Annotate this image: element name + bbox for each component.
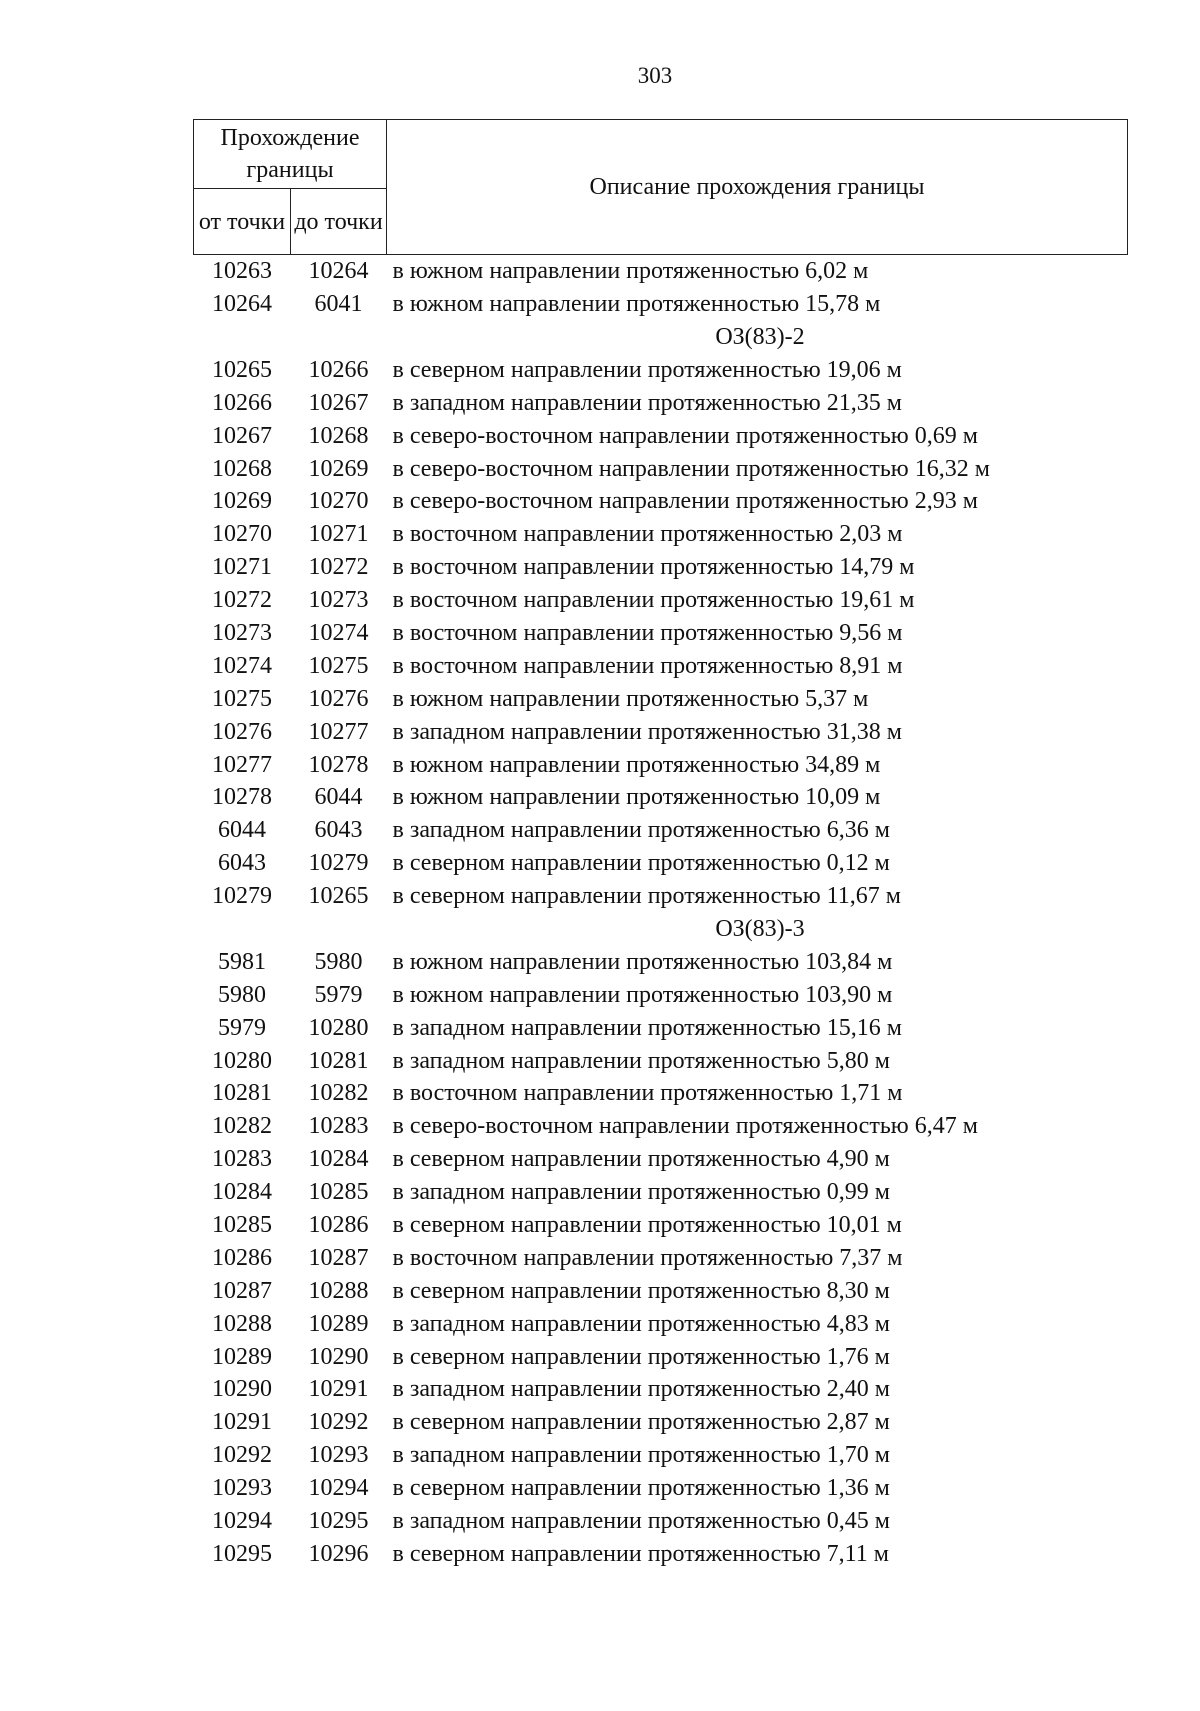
from-point-cell: 10290: [212, 1376, 272, 1403]
page-number: 303: [637, 63, 673, 88]
to-point-cell: 6041: [314, 291, 363, 318]
table-row: [194, 1439, 1128, 1472]
table-row: [194, 1472, 1128, 1505]
table-row: [194, 387, 1128, 420]
description-cell: в северо-восточном направлении протяженностью 6,47 м: [392, 1113, 978, 1140]
to-point-cell: 10273: [308, 587, 369, 614]
header-description: Описание прохождения границы: [387, 120, 1128, 255]
to-point-cell: 10268: [308, 422, 369, 449]
description-cell: в восточном направлении протяженностью 9,56 м: [392, 619, 903, 646]
description-cell: в западном направлении протяженностью 0,45 м: [392, 1508, 890, 1535]
to-point-cell: 10280: [308, 1014, 369, 1041]
to-point-cell: 10282: [308, 1080, 369, 1107]
from-point-cell: 6044: [218, 817, 266, 844]
header-from-point: от точки: [194, 189, 291, 255]
to-point-cell: 5980: [314, 948, 363, 975]
to-point-cell: 10264: [308, 258, 369, 285]
to-point-cell: 5979: [314, 981, 363, 1008]
description-cell: в западном направлении протяженностью 15,16 м: [392, 1014, 902, 1041]
table-row: [194, 1209, 1128, 1242]
table-row: [194, 288, 1128, 321]
to-point-cell: 6043: [314, 817, 363, 844]
description-cell: в западном направлении протяженностью 6,36 м: [392, 817, 890, 844]
description-cell: в северном направлении протяженностью 0,12 м: [392, 850, 890, 877]
table-row: [194, 354, 1128, 387]
from-point-cell: 10270: [212, 521, 272, 548]
table-row: [194, 1275, 1128, 1308]
from-point-cell: 10264: [212, 291, 272, 318]
to-point-cell: 10283: [308, 1113, 369, 1140]
table-row: [194, 1077, 1128, 1110]
from-point-cell: 10283: [212, 1146, 272, 1173]
to-point-cell: 10290: [308, 1343, 369, 1370]
description-cell: в западном направлении протяженностью 4,83 м: [392, 1310, 890, 1337]
from-point-cell: 10269: [212, 488, 272, 515]
to-point-cell: 10272: [308, 554, 369, 581]
description-cell: в северном направлении протяженностью 8,30 м: [392, 1277, 890, 1304]
table-row: [194, 584, 1128, 617]
from-point-cell: 10291: [212, 1409, 272, 1436]
to-point-cell: 10293: [308, 1442, 369, 1469]
section-title: ОЗ(83)-2: [715, 323, 805, 350]
table-row: [194, 748, 1128, 781]
description-cell: в северо-восточном направлении протяженностью 2,93 м: [392, 488, 978, 515]
from-point-cell: 10282: [212, 1113, 272, 1140]
table-row: [194, 1110, 1128, 1143]
table-row: [194, 946, 1128, 979]
to-point-cell: 10270: [308, 488, 369, 515]
from-point-cell: 10286: [212, 1244, 272, 1271]
to-point-cell: 10288: [308, 1277, 369, 1304]
description-cell: в западном направлении протяженностью 2,40 м: [392, 1376, 890, 1403]
table-row: [194, 1242, 1128, 1275]
table-row: [194, 1176, 1128, 1209]
to-point-cell: 6044: [314, 784, 363, 811]
from-point-cell: 6043: [218, 850, 266, 877]
to-point-cell: 10266: [308, 356, 369, 383]
empty-cell: [194, 913, 291, 946]
from-point-cell: 10263: [212, 258, 272, 285]
from-point-cell: 10272: [212, 587, 272, 614]
description-cell: в восточном направлении протяженностью 1,71 м: [392, 1080, 903, 1107]
table-row: [194, 518, 1128, 551]
from-point-cell: 10280: [212, 1047, 272, 1074]
from-point-cell: 10266: [212, 389, 272, 416]
description-cell: в северном направлении протяженностью 10,01 м: [392, 1212, 902, 1239]
to-point-cell: 10286: [308, 1212, 369, 1239]
to-point-cell: 10296: [308, 1540, 369, 1567]
table-row: [194, 1044, 1128, 1077]
description-cell: в северо-восточном направлении протяженностью 0,69 м: [392, 422, 978, 449]
table-row: [194, 551, 1128, 584]
from-point-cell: 10279: [212, 883, 272, 910]
table-row: [194, 1406, 1128, 1439]
to-point-cell: 10277: [308, 718, 369, 745]
from-point-cell: 10267: [212, 422, 272, 449]
to-point-cell: 10285: [308, 1179, 369, 1206]
table-header: [194, 120, 1128, 255]
from-point-cell: 10292: [212, 1442, 272, 1469]
table-row: [194, 452, 1128, 485]
from-point-cell: 5981: [218, 948, 266, 975]
description-cell: в северном направлении протяженностью 4,90 м: [392, 1146, 890, 1173]
table-row: [194, 1505, 1128, 1538]
description-cell: в восточном направлении протяженностью 8,91 м: [392, 652, 903, 679]
table-row: [194, 1373, 1128, 1406]
to-point-cell: 10265: [308, 883, 369, 910]
description-cell: в восточном направлении протяженностью 14,79 м: [392, 554, 915, 581]
description-cell: в западном направлении протяженностью 31,38 м: [392, 718, 902, 745]
to-point-cell: 10275: [308, 652, 369, 679]
from-point-cell: 10281: [212, 1080, 272, 1107]
table-row: [194, 715, 1128, 748]
table-row: [194, 485, 1128, 518]
header-to-point: до точки: [291, 189, 387, 255]
to-point-cell: 10267: [308, 389, 369, 416]
description-cell: в северном направлении протяженностью 1,76 м: [392, 1343, 890, 1370]
from-point-cell: 5979: [218, 1014, 266, 1041]
from-point-cell: 10289: [212, 1343, 272, 1370]
empty-cell: [291, 321, 387, 354]
boundary-table: [193, 119, 1128, 1571]
description-cell: в восточном направлении протяженностью 7,37 м: [392, 1244, 903, 1271]
table-row: [194, 1538, 1128, 1571]
to-point-cell: 10289: [308, 1310, 369, 1337]
to-point-cell: 10292: [308, 1409, 369, 1436]
table-row: [194, 419, 1128, 452]
description-cell: в северном направлении протяженностью 1,36 м: [392, 1475, 890, 1502]
to-point-cell: 10281: [308, 1047, 369, 1074]
description-cell: в южном направлении протяженностью 6,02 м: [392, 258, 869, 285]
table-row: [194, 814, 1128, 847]
description-cell: в северном направлении протяженностью 19,06 м: [392, 356, 902, 383]
description-cell: в южном направлении протяженностью 15,78 м: [392, 291, 881, 318]
description-cell: в восточном направлении протяженностью 2,03 м: [392, 521, 903, 548]
from-point-cell: 10276: [212, 718, 272, 745]
empty-cell: [291, 913, 387, 946]
table-row: [194, 617, 1128, 650]
to-point-cell: 10278: [308, 751, 369, 778]
table-row: [194, 1011, 1128, 1044]
section-row: [194, 913, 1128, 946]
table-row: [194, 979, 1128, 1012]
to-point-cell: 10294: [308, 1475, 369, 1502]
table-row: [194, 880, 1128, 913]
table-row: [194, 847, 1128, 880]
from-point-cell: 10288: [212, 1310, 272, 1337]
description-cell: в северо-восточном направлении протяженностью 16,32 м: [392, 455, 990, 482]
section-row: [194, 321, 1128, 354]
from-point-cell: 10274: [212, 652, 272, 679]
table-row: [194, 683, 1128, 716]
table-row: [194, 650, 1128, 683]
table-row: [194, 1143, 1128, 1176]
description-cell: в южном направлении протяженностью 10,09 м: [392, 784, 881, 811]
from-point-cell: 10268: [212, 455, 272, 482]
description-cell: в южном направлении протяженностью 34,89 м: [392, 751, 881, 778]
header-passage: Прохождение границы: [194, 120, 387, 189]
to-point-cell: 10276: [308, 685, 369, 712]
to-point-cell: 10274: [308, 619, 369, 646]
table-row: [194, 1340, 1128, 1373]
from-point-cell: 10295: [212, 1540, 272, 1567]
description-cell: в южном направлении протяженностью 103,90 м: [392, 981, 893, 1008]
description-cell: в северном направлении протяженностью 11,67 м: [392, 883, 901, 910]
to-point-cell: 10287: [308, 1244, 369, 1271]
to-point-cell: 10269: [308, 455, 369, 482]
description-cell: в северном направлении протяженностью 2,87 м: [392, 1409, 890, 1436]
from-point-cell: 10278: [212, 784, 272, 811]
from-point-cell: 10271: [212, 554, 272, 581]
table-body: [194, 255, 1128, 1571]
from-point-cell: 10287: [212, 1277, 272, 1304]
table-row: [194, 1308, 1128, 1341]
from-point-cell: 10273: [212, 619, 272, 646]
description-cell: в западном направлении протяженностью 0,99 м: [392, 1179, 890, 1206]
description-cell: в западном направлении протяженностью 1,70 м: [392, 1442, 890, 1469]
to-point-cell: 10284: [308, 1146, 369, 1173]
from-point-cell: 5980: [218, 981, 266, 1008]
table-row: [194, 255, 1128, 288]
section-title: ОЗ(83)-3: [715, 916, 805, 942]
from-point-cell: 10265: [212, 356, 272, 383]
description-cell: в западном направлении протяженностью 21,35 м: [392, 389, 902, 416]
empty-cell: [194, 321, 291, 354]
to-point-cell: 10279: [308, 850, 369, 877]
description-cell: в северном направлении протяженностью 7,11 м: [392, 1540, 889, 1567]
to-point-cell: 10271: [308, 521, 369, 548]
table-row: [194, 781, 1128, 814]
from-point-cell: 10277: [212, 751, 272, 778]
from-point-cell: 10284: [212, 1179, 272, 1206]
from-point-cell: 10275: [212, 685, 272, 712]
from-point-cell: 10285: [212, 1212, 272, 1239]
to-point-cell: 10295: [308, 1508, 369, 1535]
description-cell: в южном направлении протяженностью 5,37 м: [392, 685, 869, 712]
description-cell: в восточном направлении протяженностью 19,61 м: [392, 587, 915, 614]
to-point-cell: 10291: [308, 1376, 369, 1403]
description-cell: в западном направлении протяженностью 5,80 м: [392, 1047, 890, 1074]
from-point-cell: 10293: [212, 1475, 272, 1502]
description-cell: в южном направлении протяженностью 103,84 м: [392, 948, 893, 975]
from-point-cell: 10294: [212, 1508, 272, 1535]
